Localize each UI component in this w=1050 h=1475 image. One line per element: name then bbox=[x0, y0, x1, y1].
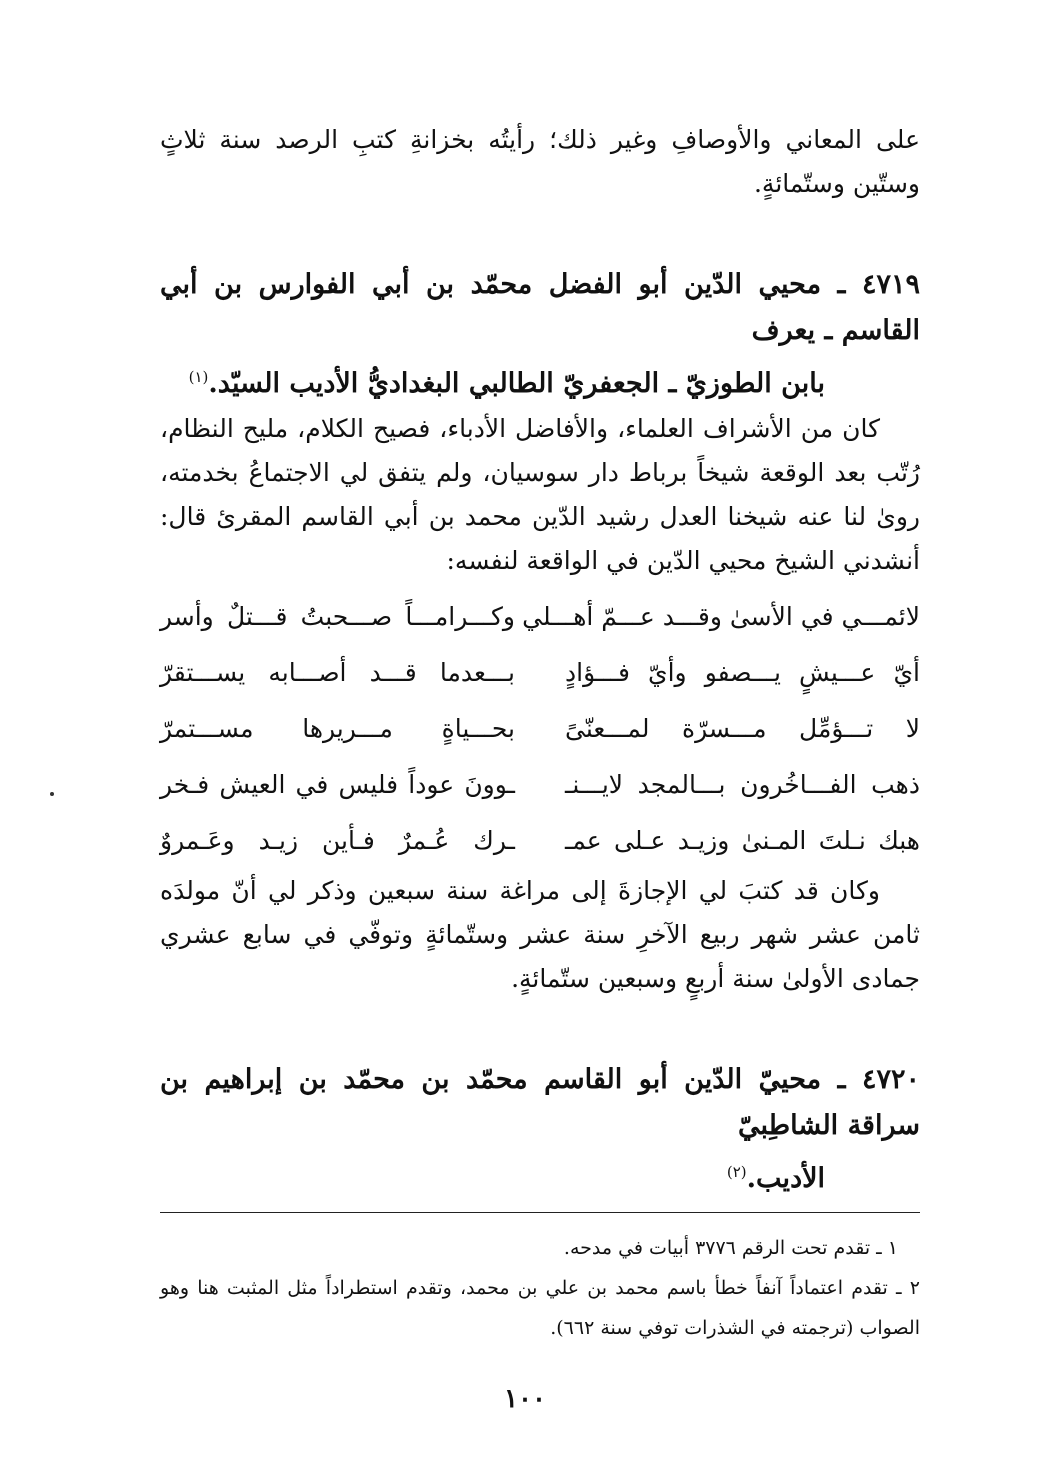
verse-5-second-hemistich: ـرك عُـمرٌ فـأين زيـد وعَـمروٌ bbox=[160, 826, 515, 855]
footnote-1: ١ ـ تقدم تحت الرقم ٣٧٧٦ أبيات في مدحه. bbox=[563, 1237, 898, 1259]
entry-4720-title-line1: ٤٧٢٠ ـ محييّ الدّين أبو القاسم محمّد بن محمّد بن إبراهيم بن سراقة الشاطِبيّ bbox=[160, 1064, 920, 1141]
section-gap bbox=[160, 206, 920, 262]
verse-1-second-hemistich: وكـــرامـــاً صـــحبتُ قـــتلٌ وأسر bbox=[160, 602, 515, 631]
entry-4719-title-line1: ٤٧١٩ ـ محيي الدّين أبو الفضل محمّد بن أبي الفوارس بن أبي القاسم ـ يعرف bbox=[160, 269, 920, 346]
verse-2-second-hemistich: بـــعدما قـــد أصـــابه يســـتقرّ bbox=[160, 658, 515, 687]
entry-4720-title-line2: الأديب. bbox=[746, 1163, 825, 1194]
footnote-ref-2: (٢) bbox=[726, 1163, 747, 1181]
footnote-2: ٢ ـ تقدم اعتماداً آنفاً خطأ باسم محمد بن علي بن محمد، وتقدم استطراداً مثل المثبت هنا وهو الصواب (ترجمته في الشذرات توفي سنة ٦٦٢). bbox=[160, 1277, 920, 1339]
verse-1-first-hemistich: لائمـــي في الأسىٰ وقـــد عـــمّ أهـــلي bbox=[522, 602, 920, 631]
entry-4719-body: كان من الأشراف العلماء، والأفاضل الأدباء، فصيح الكلام، مليح النظام، رُتّب بعد الوقعة شيخاً برباط دار سوسيان، ولم يتفق لي الاجتماعُ بخدمته، روىٰ لنا عنه شيخنا العدل رشيد الدّين محمد بن أبي القاسم المقرئ قال: أنشدني الشيخ محيي الدّين في الواقعة لنفسه: bbox=[160, 414, 920, 575]
entry-4719-title bbox=[160, 262, 920, 407]
footnote-ref-1: (١) bbox=[188, 368, 209, 386]
verse-4 bbox=[160, 757, 920, 813]
entry-4719-title-line2-wrap bbox=[160, 354, 920, 407]
verse-1 bbox=[160, 589, 920, 645]
verse-3-first-hemistich: لا تـــؤمِّل مـــسرّة لمـــعنّىً bbox=[565, 714, 920, 743]
entry-4719-title-line2: بابن الطوزيّ ـ الجعفريّ الطالبي البغداديُّ الأديب السيّد. bbox=[208, 368, 825, 399]
verse-4-second-hemistich: ـوونَ عوداً فليس في العيش فـخر bbox=[160, 770, 515, 799]
entry-4720-title-line2-wrap bbox=[160, 1149, 920, 1202]
intro-paragraph: على المعاني والأوصافِ وغير ذلك؛ رأيتُه بخزانةِ كتبِ الرصد سنة ثلاثٍ وستّين وستّمائةٍ. bbox=[160, 125, 920, 198]
footnotes bbox=[160, 1228, 920, 1348]
footnote-separator bbox=[160, 1212, 920, 1213]
verse-2-first-hemistich: أيّ عـــيشٍ يـــصفو وأيّ فـــؤادٍ bbox=[565, 658, 920, 687]
verse-5-first-hemistich: هبك نـلتَ المـنىٰ وزيـد عـلى عمـ bbox=[565, 826, 920, 855]
margin-dot bbox=[50, 792, 54, 796]
verse-2 bbox=[160, 645, 920, 701]
page-body bbox=[160, 118, 920, 1202]
section-gap bbox=[160, 1001, 920, 1057]
page-number: ١٠٠ bbox=[504, 1384, 546, 1414]
entry-4719-closing: وكان قد كتبَ لي الإجازةَ إلى مراغة سنة سبعين وذكر لي أنّ مولدَه ثامن عشر شهر ربيع الآخرِ سنة عشر وستّمائةٍ وتوفّي في سابع عشري جمادى الأولىٰ سنة أربعٍ وسبعين ستّمائةٍ. bbox=[160, 876, 920, 993]
verse-3-second-hemistich: بحـــياةٍ مـــريرها مســـتمرّ bbox=[160, 714, 515, 743]
verse-4-first-hemistich: ذهب الفـــاخُرون بـــالمجد لايـــنـ bbox=[565, 770, 920, 799]
poem-verses bbox=[160, 589, 920, 869]
verse-5 bbox=[160, 813, 920, 869]
verse-3 bbox=[160, 701, 920, 757]
entry-4720-title bbox=[160, 1057, 920, 1202]
